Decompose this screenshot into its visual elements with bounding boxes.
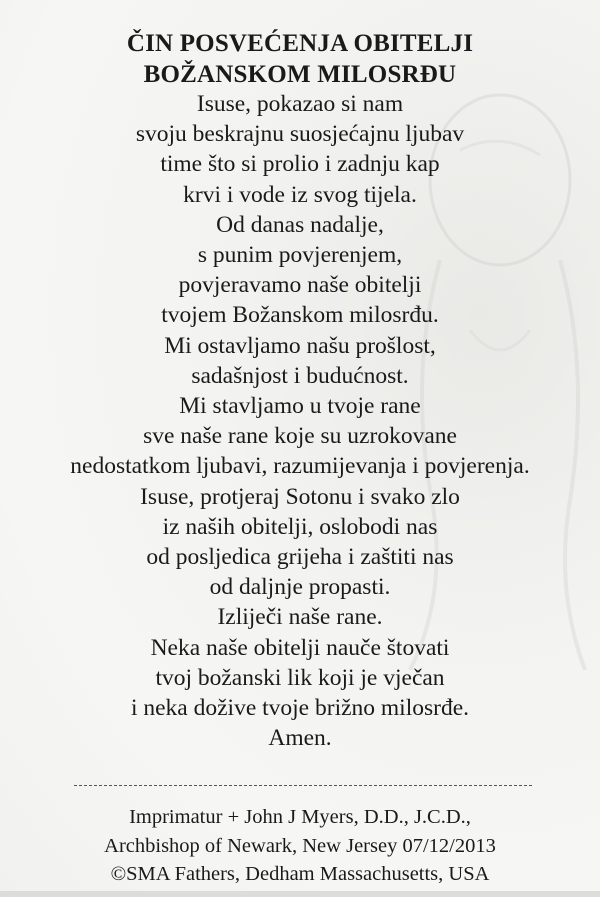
prayer-line: povjeravamo naše obitelji bbox=[178, 272, 422, 299]
prayer-line: Mi stavljamo u tvoje rane bbox=[179, 393, 421, 420]
prayer-line: Od danas nadalje, bbox=[216, 211, 384, 238]
prayer-line: svoju beskrajnu suosjećajnu ljubav bbox=[135, 121, 465, 148]
prayer-line: iz naših obitelji, oslobodi nas bbox=[162, 513, 438, 540]
title-line-1: ČIN POSVEĆENJA OBITELJI bbox=[126, 30, 474, 57]
prayer-line: tvojem Božanskom milosrđu. bbox=[161, 302, 439, 329]
prayer-line: od daljnje propasti. bbox=[209, 574, 391, 601]
prayer-line: krvi i vode iz svog tijela. bbox=[183, 181, 417, 208]
dashed-divider bbox=[74, 785, 532, 786]
prayer-line-amen: Amen. bbox=[268, 725, 332, 752]
page-title bbox=[0, 28, 600, 90]
prayer-line: i neka dožive tvoje brižno milosrđe. bbox=[130, 695, 470, 722]
prayer-line: Isuse, protjeraj Sotonu i svako zlo bbox=[140, 483, 460, 510]
card-bottom-edge bbox=[0, 891, 600, 897]
prayer-line: nedostatkom ljubavi, razumijevanja i povjerenja. bbox=[70, 453, 530, 480]
prayer-line: s punim povjerenjem, bbox=[197, 242, 403, 269]
prayer-line: sadašnjost i budućnost. bbox=[191, 362, 409, 389]
prayer-line: od posljedica grijeha i zaštiti nas bbox=[146, 544, 454, 571]
imprimatur-footer bbox=[0, 803, 600, 889]
prayer-text bbox=[0, 89, 600, 753]
archbishop-line: Archbishop of Newark, New Jersey 07/12/2013 bbox=[104, 834, 496, 857]
prayer-line: sve naše rane koje su uzrokovane bbox=[143, 423, 457, 450]
prayer-line: Isuse, pokazao si nam bbox=[196, 91, 404, 117]
prayer-line: time što si prolio i zadnju kap bbox=[160, 151, 440, 178]
prayer-line: Izliječi naše rane. bbox=[217, 604, 383, 631]
prayer-line: Neka naše obitelji nauče štovati bbox=[150, 634, 450, 661]
title-line-2: BOŽANSKOM MILOSRĐU bbox=[143, 61, 457, 88]
prayer-line: tvoj božanski lik koji je vječan bbox=[155, 664, 445, 691]
prayer-line: Mi ostavljamo našu prošlost, bbox=[164, 332, 436, 359]
copyright-line: ©SMA Fathers, Dedham Massachusetts, USA bbox=[110, 863, 490, 885]
imprimatur-line: Imprimatur + John J Myers, D.D., J.C.D., bbox=[129, 806, 471, 828]
